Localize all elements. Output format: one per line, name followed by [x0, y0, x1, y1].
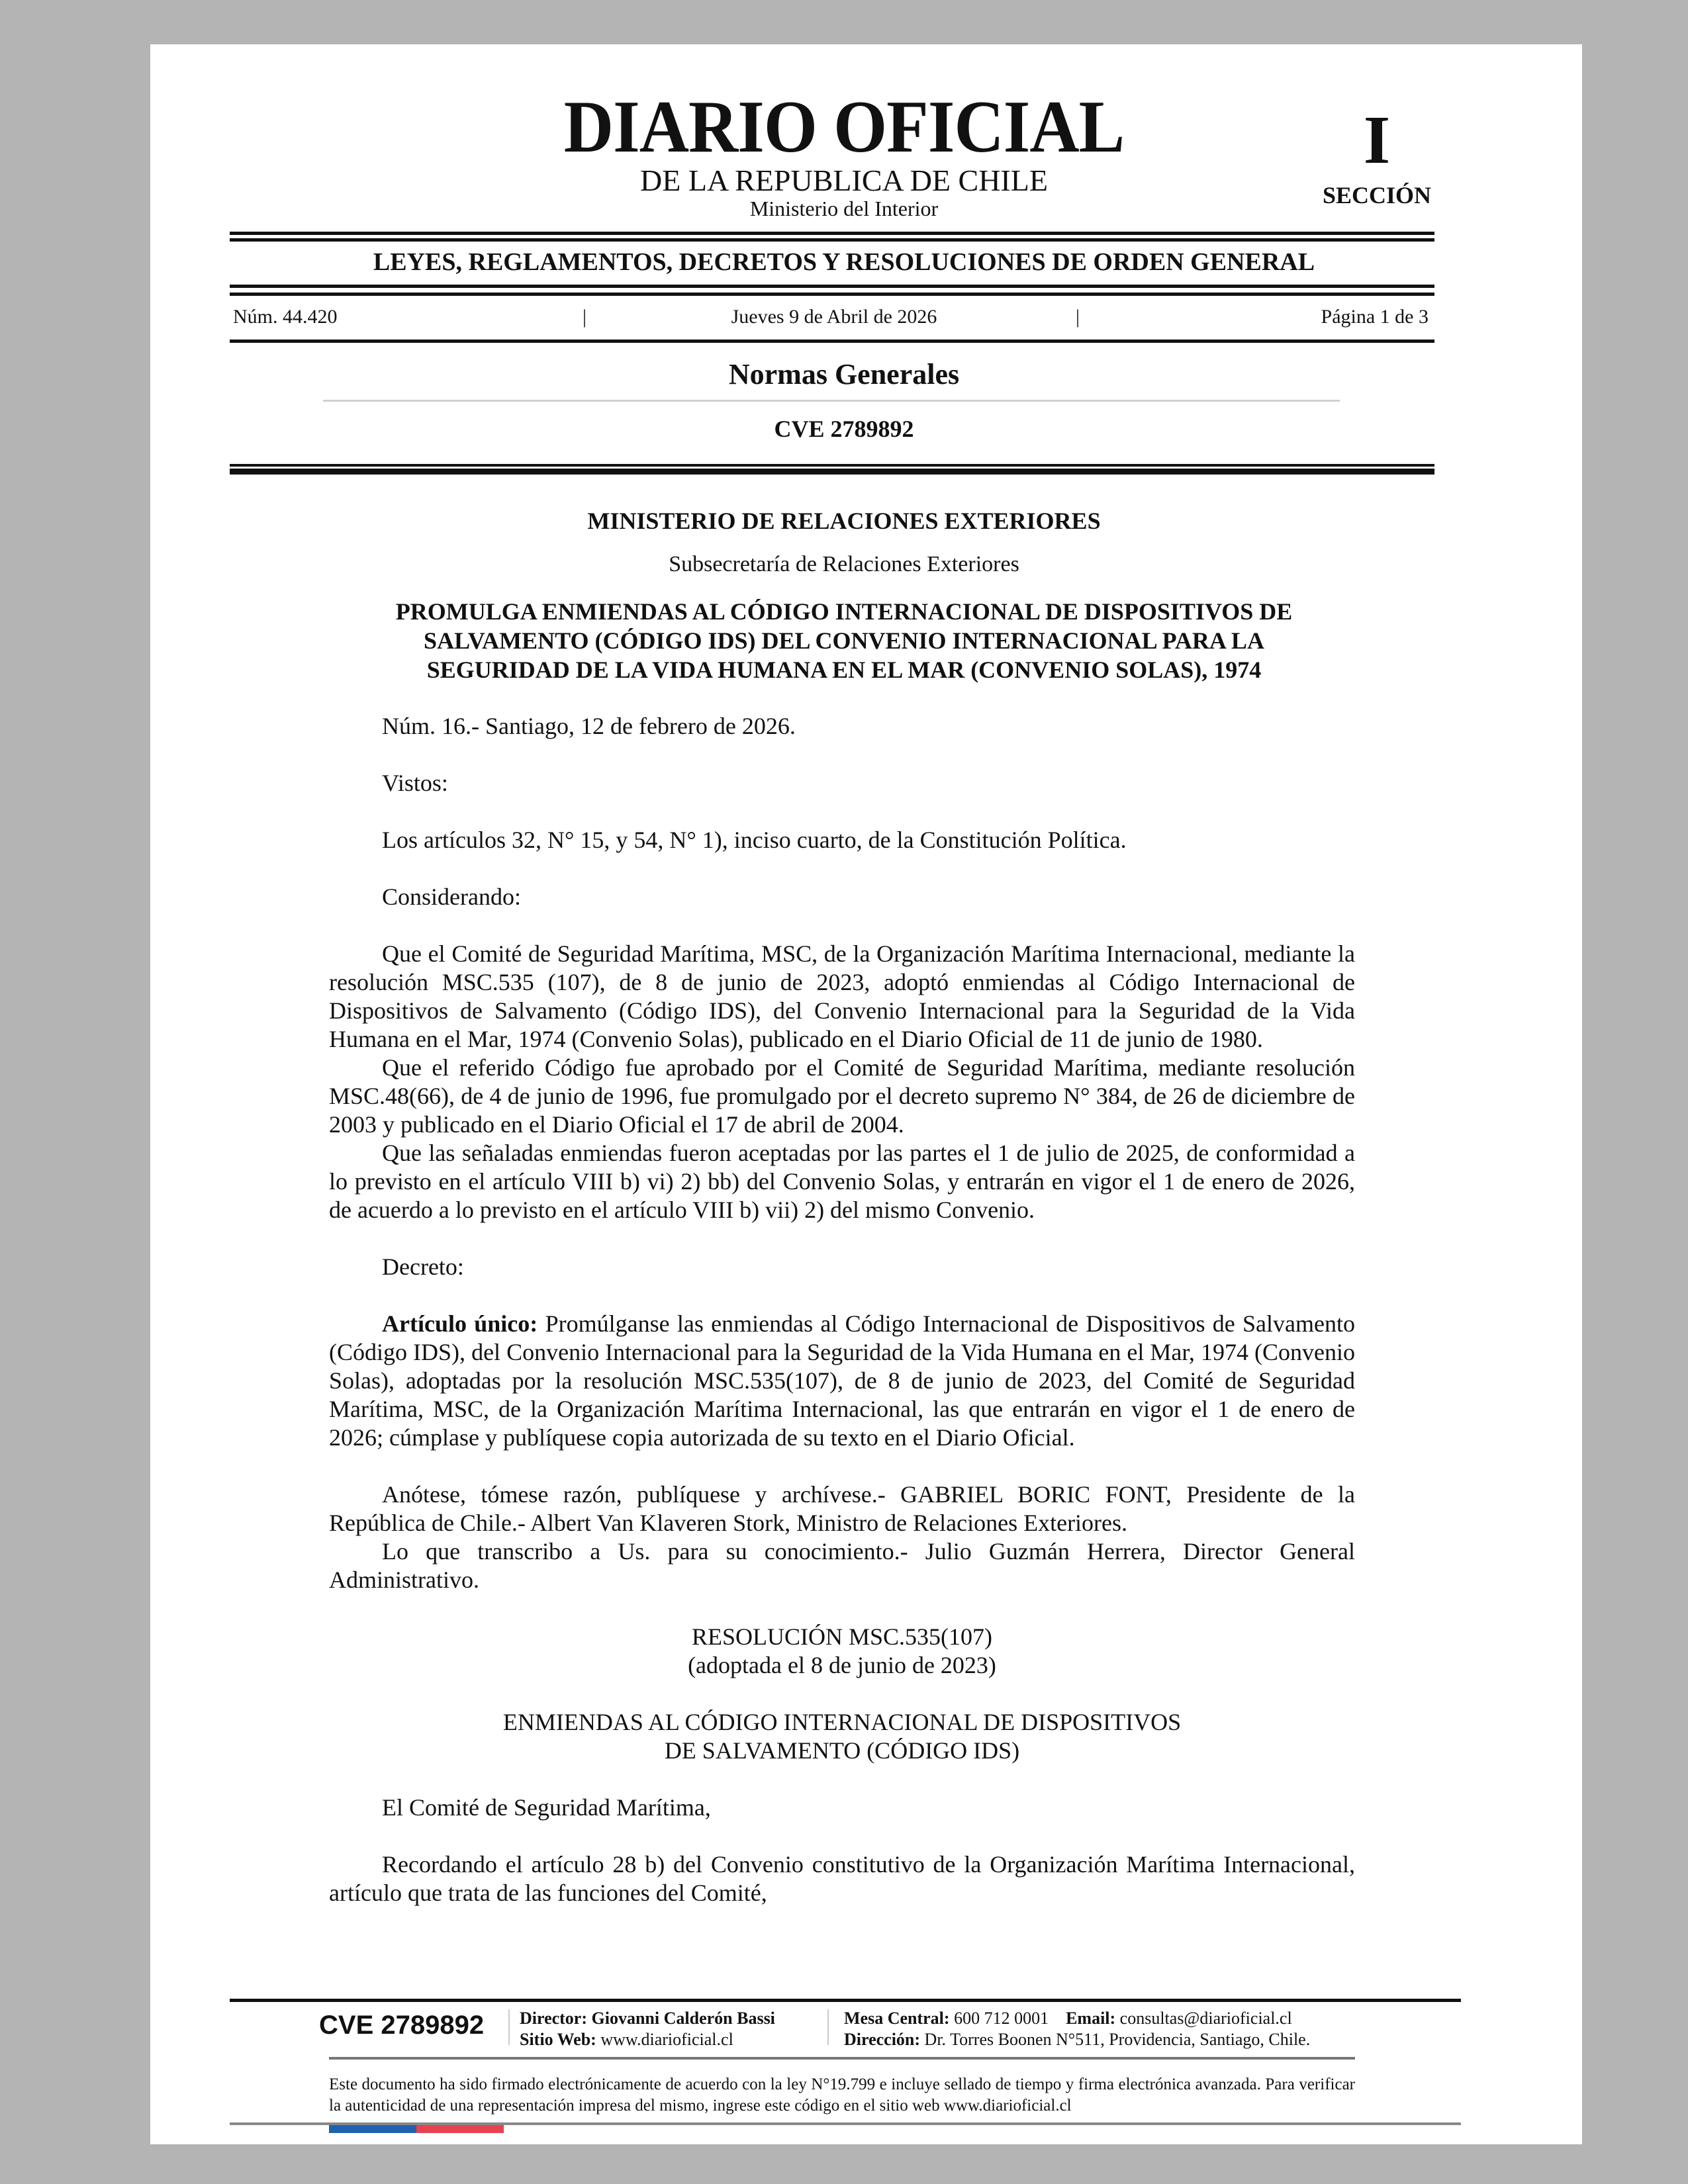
- section-numeral: I: [1363, 102, 1391, 178]
- divider: [827, 2009, 829, 2045]
- amendments-title: ENMIENDAS AL CÓDIGO INTERNACIONAL DE DISPOSITIVOS: [502, 1709, 1182, 1735]
- address: Dr. Torres Boonen N°511, Providencia, Santiago, Chile.: [924, 2030, 1311, 2049]
- issue-number: Núm. 44.420: [233, 306, 338, 328]
- section-label: SECCIÓN: [1322, 182, 1432, 208]
- recordando: Recordando el artículo 28 b) del Convenio constitutivo de la Organización Marítima Internacional, artículo que trata de las funciones del Comité,: [329, 1851, 1355, 1906]
- considerando-label: Considerando:: [382, 884, 521, 910]
- considerando-paragraph: Que las señaladas enmiendas fueron aceptadas por las partes el 1 de julio de 2025, de conformidad a lo previsto en el artículo VIII b) vi) 2) bb) del Convenio Solas, y entrarán en vigor el 1 de enero de 2026, de acuerdo a lo previsto en el artículo VIII b) vii) 2) del mismo Convenio.: [329, 1140, 1355, 1223]
- phone: 600 712 0001: [954, 2009, 1049, 2028]
- divider: [230, 293, 1434, 296]
- divider: [230, 464, 1434, 467]
- articulo-label: Artículo único:: [382, 1310, 538, 1337]
- divider: [230, 340, 1434, 343]
- masthead-subtitle: DE LA REPUBLICA DE CHILE: [640, 163, 1048, 197]
- vistos-label: Vistos:: [382, 770, 448, 796]
- ministry-heading: MINISTERIO DE RELACIONES EXTERIORES: [587, 508, 1101, 534]
- decree-number: Núm. 16.- Santiago, 12 de febrero de 2026.: [382, 713, 796, 739]
- separator: |: [583, 306, 587, 328]
- considerando-paragraph: Que el Comité de Seguridad Marítima, MSC, de la Organización Marítima Internacional, mediante la resolución MSC.535 (107), de 8 de junio de 2023, adoptó enmiendas al Código Internacional de Dispositivos de Salvamento (Código IDS), del Convenio Internacional para la Seguridad de la Vida Humana en el Mar, 1974 (Convenio Solas), publicado en el Diario Oficial de 11 de junio de 1980.: [329, 940, 1355, 1052]
- separator: |: [1076, 306, 1080, 328]
- label: Director:: [520, 2009, 588, 2028]
- heading-line: SEGURIDAD DE LA VIDA HUMANA EN EL MAR (CONVENIO SOLAS), 1974: [426, 657, 1262, 683]
- transcribo: Lo que transcribo a Us. para su conocimiento.- Julio Guzmán Herrera, Director General Administrativo.: [329, 1538, 1355, 1593]
- masthead-title: DIARIO OFICIAL: [563, 86, 1125, 168]
- signature-notice: Este documento ha sido firmado electrónicamente de acuerdo con la ley N°19.799 e incluye sellado de tiempo y firma electrónica avanzada. Para verificar la autenticidad de una representación impresa del mismo, ingrese este código en el sitio web www.diarioficial.cl: [329, 2075, 1355, 2115]
- heading-line: SALVAMENTO (CÓDIGO IDS) DEL CONVENIO INTERNACIONAL PARA LA: [424, 627, 1264, 654]
- articulo-text: Promúlganse las enmiendas al Código Internacional de Dispositivos de Salvamento (Código IDS), del Convenio Internacional para la Seguridad de la Vida Humana en el Mar, 1974 (Convenio Solas), adoptadas por la resolución MSC.535(107), de 8 de junio de 2023, del Comité de Seguridad Marítima, MSC, de la Organización Marítima Internacional, las que entrarán en vigor el 1 de enero de 2026; cúmplase y publíquese copia autorizada de su texto en el Diario Oficial.: [329, 1310, 1356, 1451]
- masthead-ministry: Ministerio del Interior: [749, 197, 939, 220]
- anotese: Anótese, tómese razón, publíquese y archívese.- GABRIEL BORIC FONT, Presidente de la República de Chile.- Albert Van Klaveren Stork, Ministro de Relaciones Exteriores.: [329, 1481, 1355, 1536]
- email-link[interactable]: consultas@diarioficial.cl: [1119, 2009, 1292, 2028]
- issue-date: Jueves 9 de Abril de 2026: [731, 306, 937, 328]
- label: Email:: [1066, 2009, 1116, 2028]
- divider: [323, 400, 1340, 402]
- divider: [230, 238, 1434, 242]
- label: Sitio Web:: [520, 2030, 596, 2049]
- document-body: [329, 712, 1355, 1907]
- label: Mesa Central:: [844, 2009, 950, 2028]
- cve-code: CVE 2789892: [774, 416, 914, 442]
- divider: [329, 2057, 1355, 2060]
- footer-contact: [844, 2008, 1310, 2050]
- considerando-paragraph: Que el referido Código fue aprobado por el Comité de Seguridad Marítima, mediante resolución MSC.48(66), de 4 de junio de 1996, fue promulgado por el decreto supremo N° 384, de 26 de diciembre de 2003 y publicado en el Diario Oficial el 17 de abril de 2004.: [329, 1054, 1355, 1138]
- decree-heading: [0, 597, 1688, 684]
- resolution-title: RESOLUCIÓN MSC.535(107): [691, 1623, 993, 1650]
- norm-type: Normas Generales: [728, 358, 960, 390]
- footer-cve: CVE 2789892: [319, 2011, 485, 2040]
- flag-red: [416, 2125, 504, 2133]
- divider: [230, 285, 1434, 288]
- page-number: Página 1 de 3: [1321, 306, 1429, 328]
- divider: [230, 232, 1434, 235]
- committee: El Comité de Seguridad Marítima,: [382, 1794, 711, 1821]
- decreto-label: Decreto:: [382, 1253, 464, 1280]
- website-link[interactable]: www.diarioficial.cl: [600, 2030, 733, 2049]
- footer-director: [520, 2008, 775, 2050]
- resolution-date: (adoptada el 8 de junio de 2023): [688, 1652, 996, 1678]
- footer-divider: [230, 1999, 1461, 2002]
- label: Dirección:: [844, 2030, 921, 2049]
- heading-line: PROMULGA ENMIENDAS AL CÓDIGO INTERNACIONAL DE DISPOSITIVOS DE: [395, 598, 1293, 625]
- subsecretaria: Subsecretaría de Relaciones Exteriores: [669, 552, 1019, 576]
- divider: [230, 469, 1434, 475]
- divider: [508, 2009, 510, 2045]
- articulo-unico: [329, 1310, 1355, 1452]
- flag-blue: [329, 2125, 416, 2133]
- director-name: Giovanni Calderón Bassi: [591, 2009, 775, 2028]
- amendments-title: DE SALVAMENTO (CÓDIGO IDS): [664, 1737, 1020, 1764]
- category-title: LEYES, REGLAMENTOS, DECRETOS Y RESOLUCIONES DE ORDEN GENERAL: [373, 248, 1315, 276]
- vistos-text: Los artículos 32, N° 15, y 54, N° 1), inciso cuarto, de la Constitución Política.: [382, 827, 1127, 853]
